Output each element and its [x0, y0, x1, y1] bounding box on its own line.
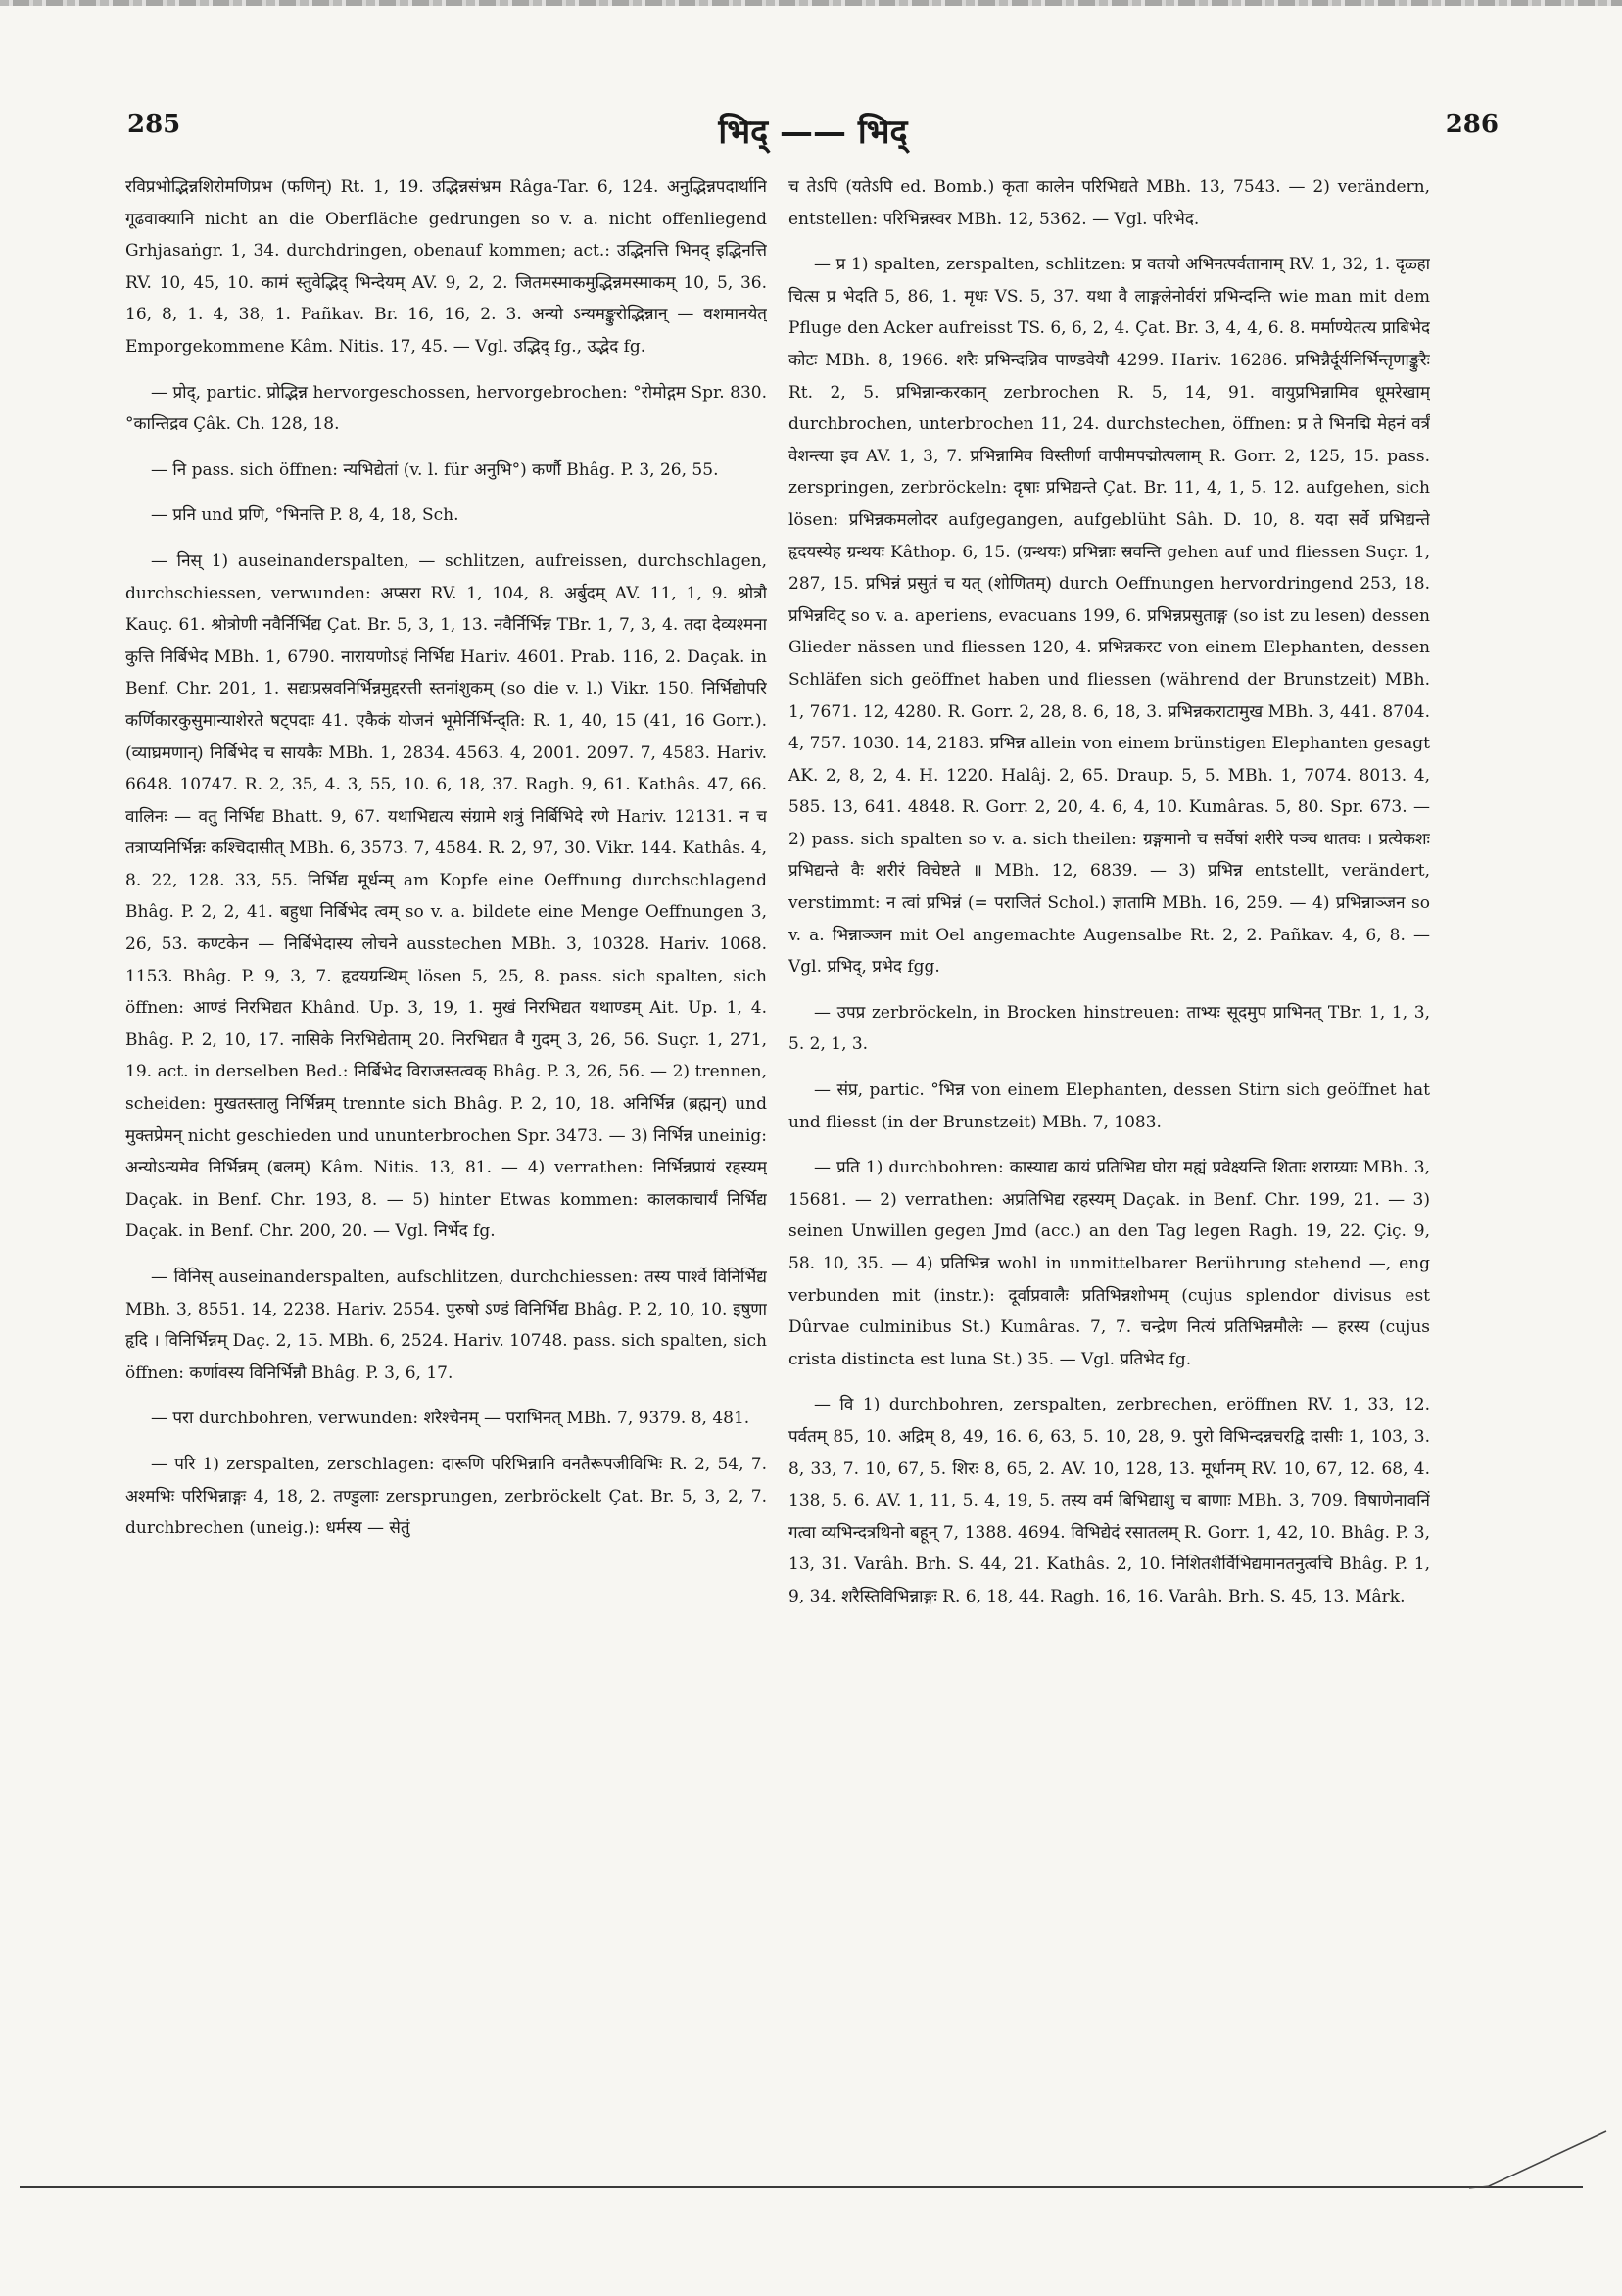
- dictionary-paragraph: — प्रनि und प्रणि, °भिनत्ति P. 8, 4, 18, Sch.: [151, 505, 459, 526]
- dictionary-paragraph: — परि 1) zerspalten, zerschlagen: दारूणि परिभिन्नानि वनतैरूपजीविभिः R. 2, 54, 7. अश्मभिः परिभिन्नाङ्गः 4, 18, 2. तण्डुलाः zersprungen, zerbröckelt Çat. Br. 5, 3, 2, 7. durchbrechen (uneig.): धर्मस्य — सेतुं: [125, 1454, 767, 1539]
- dictionary-paragraph: — प्र 1) spalten, zerspalten, schlitzen: प्र वतयो अभिनत्पर्वतानाम् RV. 1, 32, 1. दृळ्हा चित्स प्र भेदति 5, 86, 1. मृधः VS. 5, 37. यथा वै लाङ्गलेनोर्वरां प्रभिन्दन्ति wie man mit dem Pfluge den Acker aufreisst TS. 6, 6, 2, 4. Çat. Br. 3, 4, 4, 6. 8. मर्माण्येतत्य प्राबिभेद कोटः MBh. 8, 1966. शरैः प्रभिन्दन्निव पाण्डवेयौ 4299. Hariv. 16286. प्रभिन्नैर्दूर्यनिर्भिन्तृणाङ्कुरैः Rt. 2, 5. प्रभिन्नान्करकान् zerbrochen R. 5, 14, 91. वायुप्रभिन्नामिव धूमरेखाम् durchbrochen, unterbrochen 11, 24. durchstechen, öffnen: प्र ते भिनद्मि मेहनं वर्त्रं वेशन्त्या इव AV. 1, 3, 7. प्रभिन्नामिव विस्तीर्णा वापीमपद्मोत्पलाम् R. Gorr. 2, 125, 15. pass. zerspringen, zerbröckeln: दृषाः प्रभिद्यन्ते Çat. Br. 11, 4, 1, 5. 12. aufgehen, sich lösen: प्रभिन्नकमलोदर aufgegangen, aufgeblüht Sâh. D. 10, 8. यदा सर्वे प्रभिद्यन्ते हृदयस्येह ग्रन्थयः Kâthop. 6, 15. (ग्रन्थयः) प्रभिन्नाः स्रवन्ति gehen auf und fliessen Suçr. 1, 287, 15. प्रभिन्नं प्रसुतं च यत् (शोणितम्) durch Oeffnungen hervordringend 253, 18. प्रभिन्नविट् so v. a. aperiens, evacuans 199, 6. प्रभिन्नप्रसुताङ्ग (so ist zu lesen) dessen Glieder nässen und fliessen 120, 4. प्रभिन्नकरट von einem Elephanten, dessen Schläfen sich geöffnet haben und fliessen (während der Brunstzeit) MBh. 1, 7671. 12, 4280. R. Gorr. 2, 28, 8. 6, 18, 3. प्रभिन्नकराटामुख MBh. 3, 441. 8704. 4, 757. 1030. 14, 2183. प्रभिन्न allein von einem brünstigen Elephanten gesagt AK. 2, 8, 2, 4. H. 1220. Halâj. 2, 65. Draup. 5, 5. MBh. 1, 7074. 8013. 4, 585. 13, 641. 4848. R. Gorr. 2, 20, 4. 6, 4, 10. Kumâras. 5, 80. Spr. 673. — 2) pass. sich spalten so v. a. sich theilen: ग्रङ्गमानो च सर्वेषां शरीरे पञ्च धातवः । प्रत्येकशः प्रभिद्यन्ते वैः शरीरं विचेष्टते ॥ MBh. 12, 6839. — 3) प्रभिन्न entstellt, verändert, verstimmt: न त्वां प्रभिन्नं (= पराजितं Schol.) ज्ञातामि MBh. 16, 259. — 4) प्रभिन्नाञ्जन so v. a. भिन्नाञ्जन mit Oel angemachte Augensalbe Rt. 2, 2. Pañkav. 4, 6, 8. — Vgl. प्रभिद्, प्रभेद fgg.: [788, 255, 1430, 978]
- dictionary-paragraph: रविप्रभोद्भिन्नशिरोमणिप्रभ (फणिन्) Rt. 1, 19. उद्भिन्नसंभ्रम Râga-Tar. 6, 124. अनुद्भिन्नपदार्थानि गूढवाक्यानि nicht an die Oberfläche gedrungen so v. a. nicht offenliegend Grhjasaṅgr. 1, 34. durchdringen, obenauf kommen; act.: उद्भिनत्ति भिनद् इद्भिनत्ति RV. 10, 45, 10. कामं स्तुवेद्भिद् भिन्देयम् AV. 9, 2, 2. जितमस्माकमुद्भिन्नमस्माकम् 10, 5, 36. 16, 8, 1. 4, 38, 1. Pañkav. Br. 16, 16, 2. 3. अन्यो ऽन्यमङ्कुरोद्भिन्नान् — वशमानयेत् Emporgekommene Kâm. Nitis. 17, 45. — Vgl. उद्भिद् fg., उद्भेद fg.: [125, 177, 767, 357]
- dictionary-paragraph: — नि pass. sich öffnen: न्यभिद्येतां (v. l. für अनुभि°) कर्णौ Bhâg. P. 3, 26, 55.: [151, 459, 719, 480]
- dictionary-paragraph: — परा durchbohren, verwunden: शरैश्चैनम् — पराभिनत् MBh. 7, 9379. 8, 481.: [151, 1409, 750, 1429]
- page-title: भिद् —— भिद्: [718, 113, 908, 152]
- dictionary-paragraph: — प्रति 1) durchbohren: कास्याद्य कायं प्रतिभिद्य घोरा मह्यं प्रवेक्ष्यन्ति शिताः शराग्र्याः MBh. 3, 15681. — 2) verrathen: अप्रतिभिद्य रहस्यम् Daçak. in Benf. Chr. 199, 21. — 3) seinen Unwillen gegen Jmd (acc.) an den Tag legen Ragh. 19, 22. Çiç. 9, 58. 10, 35. — 4) प्रतिभिन्न wohl in unmittelbarer Berührung stehend —, eng verbunden mit (instr.): दूर्वाप्रवालैः प्रतिभिन्नशोभम् (cujus splendor divisus est Dûrvae culminibus St.) Kumâras. 7, 7. चन्द्रेण नित्यं प्रतिभिन्नमौलेः — हरस्य (cujus crista distincta est luna St.) 35. — Vgl. प्रतिभेद fg.: [788, 1158, 1430, 1369]
- bottom-rule: [20, 2186, 1583, 2188]
- page-number-right: 286: [1445, 110, 1499, 139]
- left-column: [125, 171, 767, 2081]
- right-column: [788, 171, 1430, 2081]
- dictionary-paragraph: — उपप्र zerbröckeln, in Brocken hinstreuen: ताभ्यः सूदमुप प्राभिनत् TBr. 1, 1, 3, 5. 2, 1, 3.: [788, 1002, 1430, 1055]
- dictionary-paragraph: — संप्र, partic. °भिन्न von einem Elephanten, dessen Stirn sich geöffnet hat und fliesst (in der Brunstzeit) MBh. 7, 1083.: [788, 1080, 1430, 1132]
- dictionary-paragraph: च तेऽपि (यतेऽपि ed. Bomb.) कृता कालेन परिभिद्यते MBh. 13, 7543. — 2) verändern, entstellen: परिभिन्नस्वर MBh. 12, 5362. — Vgl. परिभेद.: [788, 177, 1430, 229]
- page-header: [127, 110, 1499, 153]
- page-number-left: 285: [127, 110, 181, 139]
- dictionary-paragraph: — विनिस् auseinanderspalten, aufschlitzen, durchchiessen: तस्य पार्श्वे विनिर्भिद्य MBh. 3, 8551. 14, 2238. Hariv. 2554. पुरुषो ऽण्डं विनिर्भिद्य Bhâg. P. 2, 10, 10. इषुणा हृदि । विनिर्भिन्नम् Daç. 2, 15. MBh. 6, 2524. Hariv. 10748. pass. sich spalten, sich öffnen: कर्णावस्य विनिर्भिन्नौ Bhâg. P. 3, 6, 17.: [125, 1268, 767, 1383]
- dictionary-paragraph: — वि 1) durchbohren, zerspalten, zerbrechen, eröffnen RV. 1, 33, 12. पर्वतम् 85, 10. अद्रिम् 8, 49, 16. 6, 63, 5. 10, 28, 9. पुरो विभिन्दन्नचरद्वि दासीः 1, 103, 3. 8, 33, 7. 10, 67, 5. शिरः 8, 65, 2. AV. 10, 128, 13. मूर्धानम् RV. 10, 67, 12. 68, 4. 138, 5. 6. AV. 1, 11, 5. 4, 19, 5. तस्य वर्म बिभिद्याशु च बाणाः MBh. 3, 709. विषाणेनावनिं गत्वा व्यभिन्दत्रथिनो बहून् 7, 1388. 4694. विभिद्येदं रसातलम् R. Gorr. 1, 42, 10. Bhâg. P. 3, 13, 31. Varâh. Brh. S. 44, 21. Kathâs. 2, 10. निशितशैर्विभिद्यमानतनुत्वचि Bhâg. P. 1, 9, 34. शरैस्तिविभिन्नाङ्गः R. 6, 18, 44. Ragh. 16, 16. Varâh. Brh. S. 45, 13. Mârk.: [788, 1395, 1430, 1606]
- dictionary-paragraph: — निस् 1) auseinanderspalten, — schlitzen, aufreissen, durchschlagen, durchschiessen, verwunden: अप्सरा RV. 1, 104, 8. अर्बुदम् AV. 11, 1, 9. श्रोत्रौ Kauç. 61. श्रोत्रोणी नवैर्निर्भिद्य Çat. Br. 5, 3, 1, 13. नवैर्निर्भिन्न TBr. 1, 7, 3, 4. तदा देव्यश्मना कुत्ति निर्बिभेद MBh. 1, 6790. नारायणोऽहं निर्भिद्य Hariv. 4601. Prab. 116, 2. Daçak. in Benf. Chr. 201, 1. सद्यःप्रस्रवनिर्भिन्नमुद्दरत्ती स्तनांशुकम् (so die v. l.) Vikr. 150. निर्भिद्योपरि कर्णिकारकुसुमान्याशेरते षट्पदाः 41. एकैकं योजनं भूमेर्निर्भिन्द्ति: R. 1, 40, 15 (41, 16 Gorr.). (व्याघ्रमणान्) निर्बिभेद च सायकैः MBh. 1, 2834. 4563. 4, 2001. 2097. 7, 4583. Hariv. 6648. 10747. R. 2, 35, 4. 3, 55, 10. 6, 18, 37. Ragh. 9, 61. Kathâs. 47, 66. वालिनः — वतु निर्भिद्य Bhatt. 9, 67. यथाभिद्यत्य संग्रामे शत्रुं निर्बिभिदे रणे Hariv. 12131. न च तत्राप्यनिर्भिन्नः कश्चिदासीत् MBh. 6, 3573. 7, 4584. R. 2, 97, 30. Vikr. 144. Kathâs. 4, 8. 22, 128. 33, 55. निर्भिद्य मूर्धन्म् am Kopfe eine Oeffnung durchschlagend Bhâg. P. 2, 2, 41. बहुधा निर्बिभेद त्वम् so v. a. bildete eine Menge Oeffnungen 3, 26, 53. कण्टकेन — निर्बिभेदास्य लोचने ausstechen MBh. 3, 10328. Hariv. 1068. 1153. Bhâg. P. 9, 3, 7. हृदयग्रन्थिम् lösen 5, 25, 8. pass. sich spalten, sich öffnen: आण्डं निरभिद्यत Khând. Up. 3, 19, 1. मुखं निरभिद्यत यथाण्डम् Ait. Up. 1, 4. Bhâg. P. 2, 10, 17. नासिके निरभिद्येताम् 20. निरभिद्यत वै गुदम् 3, 26, 56. Suçr. 1, 271, 19. act. in derselben Bed.: निर्बिभेद विराजस्तत्वक् Bhâg. P. 3, 26, 56. — 2) trennen, scheiden: मुखतस्तालु निर्भिन्नम् trennte sich Bhâg. P. 2, 10, 18. अनिर्भिन्न (ब्रह्मन्) und मुक्तप्रेमन् nicht geschieden und ununterbrochen Spr. 3473. — 3) निर्भिन्न uneinig: अन्योऽन्यमेव निर्भिन्नम् (बलम्) Kâm. Nitis. 13, 81. — 4) verrathen: निर्भिन्नप्रायं रहस्यम् Daçak. in Benf. Chr. 193, 8. — 5) hinter Etwas kommen: कालकाचार्यं निर्भिद्य Daçak. in Benf. Chr. 200, 20. — Vgl. निर्भेद fg.: [125, 550, 767, 1242]
- scan-edge-top: [0, 0, 1622, 6]
- dictionary-paragraph: — प्रोद्, partic. प्रोद्भिन्न hervorgeschossen, hervorgebrochen: °रोमोद्गम Spr. 830. °कान्तिद्रव Çâk. Ch. 128, 18.: [125, 382, 767, 435]
